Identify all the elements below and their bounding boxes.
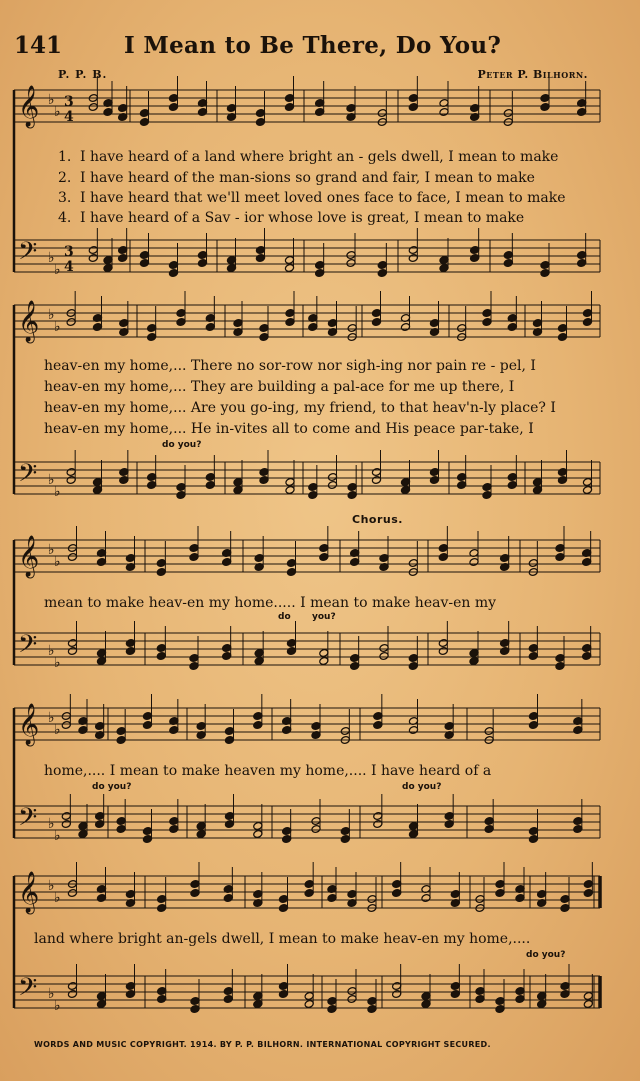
do-you-cue: do you?	[162, 440, 202, 450]
bass-clef-icon: 𝄢	[18, 237, 38, 272]
flat-icon: ♭	[48, 92, 55, 108]
flat-icon: ♭	[48, 643, 55, 659]
system4-lyric: home,.... I mean to make heaven my home,.... I have heard of a	[44, 763, 492, 779]
time-signature: 3	[64, 94, 74, 110]
time-signature: 3	[64, 244, 74, 260]
flat-icon: ♭	[48, 878, 55, 894]
do-cue: do	[278, 612, 291, 622]
verse-4-line: 4. I have heard of a Sav - ior whose love is great, I mean to make	[58, 210, 525, 226]
bass-clef-icon: 𝄢	[18, 803, 38, 838]
copyright-notice: WORDS AND MUSIC COPYRIGHT. 1914. BY P. P. BILHORN. INTERNATIONAL COPYRIGHT SECURED.	[34, 1040, 491, 1049]
system3-lyric: mean to make heav-en my home..... I mean to make heav-en my	[44, 595, 497, 611]
flat-icon: ♭	[48, 986, 55, 1002]
bass-clef-icon: 𝄢	[18, 630, 38, 665]
verse-1-line: 1. I have heard of a land where bright an - gels dwell, I mean to make	[58, 149, 559, 165]
lyricist-credit: P. P. B.	[58, 68, 108, 81]
flat-icon: ♭	[54, 890, 61, 906]
flat-icon: ♭	[48, 542, 55, 558]
treble-clef-icon: 𝄞	[18, 536, 40, 577]
do-you-cue-b: do you?	[402, 782, 442, 792]
flat-icon: ♭	[54, 828, 61, 844]
flat-icon: ♭	[48, 307, 55, 323]
time-signature: 4	[64, 109, 74, 125]
system2-lyric-1: heav-en my home,... There no sor-row nor sigh-ing nor pain re - pel, I	[44, 358, 536, 374]
hymn-number: 141	[14, 32, 63, 59]
hymn-title: I Mean to Be There, Do You?	[124, 32, 502, 59]
time-signature: 4	[64, 259, 74, 275]
treble-clef-icon: 𝄞	[18, 86, 40, 127]
flat-icon: ♭	[54, 998, 61, 1014]
flat-icon: ♭	[48, 816, 55, 832]
flat-icon: ♭	[48, 472, 55, 488]
flat-icon: ♭	[54, 262, 61, 278]
do-you-cue-a: do you?	[92, 782, 132, 792]
verse-2-line: 2. I have heard of the man-sions so grand and fair, I mean to make	[58, 170, 535, 186]
bass-clef-icon: 𝄢	[18, 459, 38, 494]
flat-icon: ♭	[48, 250, 55, 266]
system2-lyric-3: heav-en my home,... Are you go-ing, my friend, to that heav'n-ly place? I	[44, 400, 556, 416]
system2-lyric-4: heav-en my home,... He in-vites all to come and His peace par-take, I	[44, 421, 534, 437]
treble-clef-icon: 𝄞	[18, 872, 40, 913]
chorus-label: Chorus.	[352, 513, 403, 526]
flat-icon: ♭	[54, 104, 61, 120]
treble-clef-icon: 𝄞	[18, 301, 40, 342]
you-cue: you?	[312, 612, 336, 622]
flat-icon: ♭	[54, 484, 61, 500]
composer-credit: Peter P. Bilhorn.	[477, 68, 588, 81]
bass-clef-icon: 𝄢	[18, 973, 38, 1008]
system5-lyric: land where bright an-gels dwell, I mean to make heav-en my home,....	[34, 931, 531, 947]
do-you-cue-final: do you?	[526, 950, 566, 960]
system2-lyric-2: heav-en my home,... They are building a pal-ace for me up there, I	[44, 379, 515, 395]
flat-icon: ♭	[54, 722, 61, 738]
flat-icon: ♭	[54, 319, 61, 335]
flat-icon: ♭	[54, 655, 61, 671]
flat-icon: ♭	[48, 710, 55, 726]
treble-clef-icon: 𝄞	[18, 704, 40, 745]
verse-3-line: 3. I have heard that we'll meet loved ones face to face, I mean to make	[58, 190, 566, 206]
flat-icon: ♭	[54, 554, 61, 570]
